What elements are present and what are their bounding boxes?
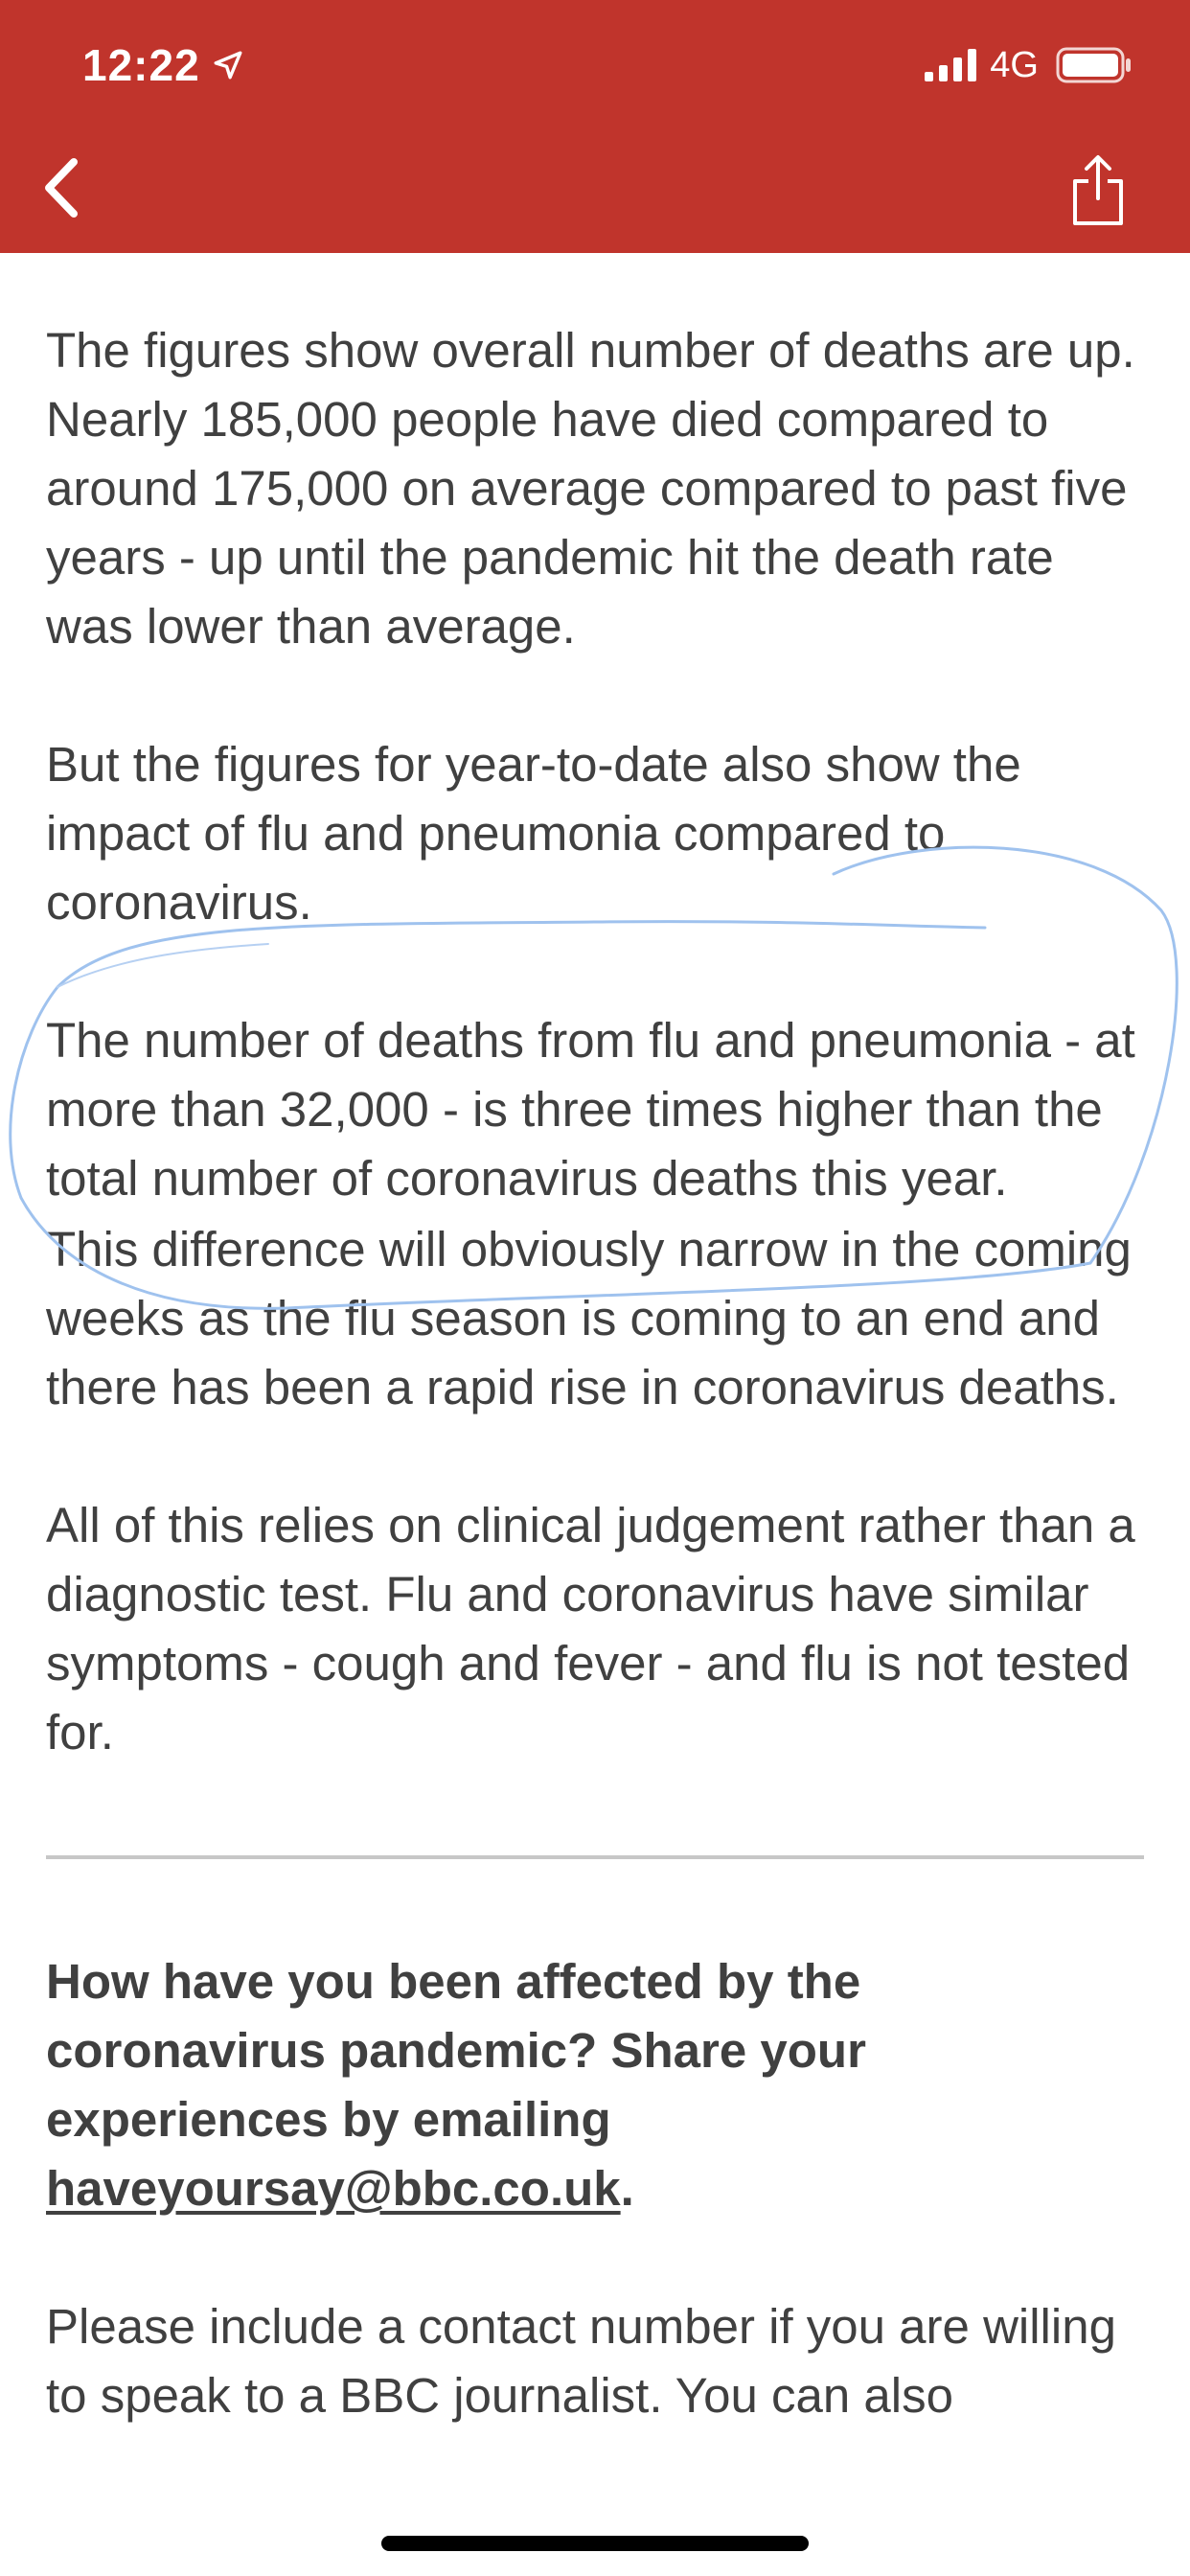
- callout-end: .: [620, 2161, 634, 2216]
- section-divider: [46, 1855, 1144, 1859]
- home-indicator[interactable]: [381, 2536, 809, 2551]
- article-paragraph: The figures show overall number of deaths are up. Nearly 185,000 people have died compared to around 175,000 on average compared to past five years - up until the pandemic hit the death rate was lower than average.: [46, 323, 1135, 654]
- article-paragraph-highlighted: The number of deaths from flu and pneumonia - at more than 32,000 - is three times higher than the total number of coronavirus deaths this year.: [46, 1013, 1135, 1206]
- battery-icon: [1056, 47, 1133, 83]
- callout-text: How have you been affected by the coronavirus pandemic? Share your experiences by emailing: [46, 1954, 866, 2147]
- status-time: 12:22: [82, 40, 200, 90]
- location-arrow-icon: [212, 49, 244, 81]
- share-button[interactable]: [1062, 148, 1134, 234]
- network-type: 4G: [990, 44, 1039, 85]
- article-paragraph: But the figures for year-to-date also show the impact of flu and pneumonia compared to coronavirus.: [46, 737, 1021, 930]
- article-paragraph: Please include a contact number if you are willing to speak to a BBC journalist. You can also: [46, 2299, 1116, 2423]
- status-bar-left: [82, 34, 244, 96]
- article-body: [46, 316, 1148, 2499]
- status-bar-right: [925, 38, 1133, 92]
- signal-icon: [925, 49, 978, 81]
- app-header: [0, 0, 1190, 253]
- share-experience-callout: [46, 1947, 1148, 2223]
- email-link[interactable]: haveyoursay@bbc.co.uk: [46, 2161, 621, 2216]
- chevron-left-icon: [39, 156, 81, 219]
- article-paragraph: This difference will obviously narrow in the coming weeks as the flu season is coming to an end and there has been a rapid rise in coronavirus deaths.: [46, 1222, 1132, 1414]
- back-button[interactable]: [27, 150, 94, 226]
- share-icon: [1069, 154, 1127, 227]
- article-paragraph: All of this relies on clinical judgement rather than a diagnostic test. Flu and coronavirus have similar symptoms - cough and fever - and flu is not tested for.: [46, 1498, 1135, 1760]
